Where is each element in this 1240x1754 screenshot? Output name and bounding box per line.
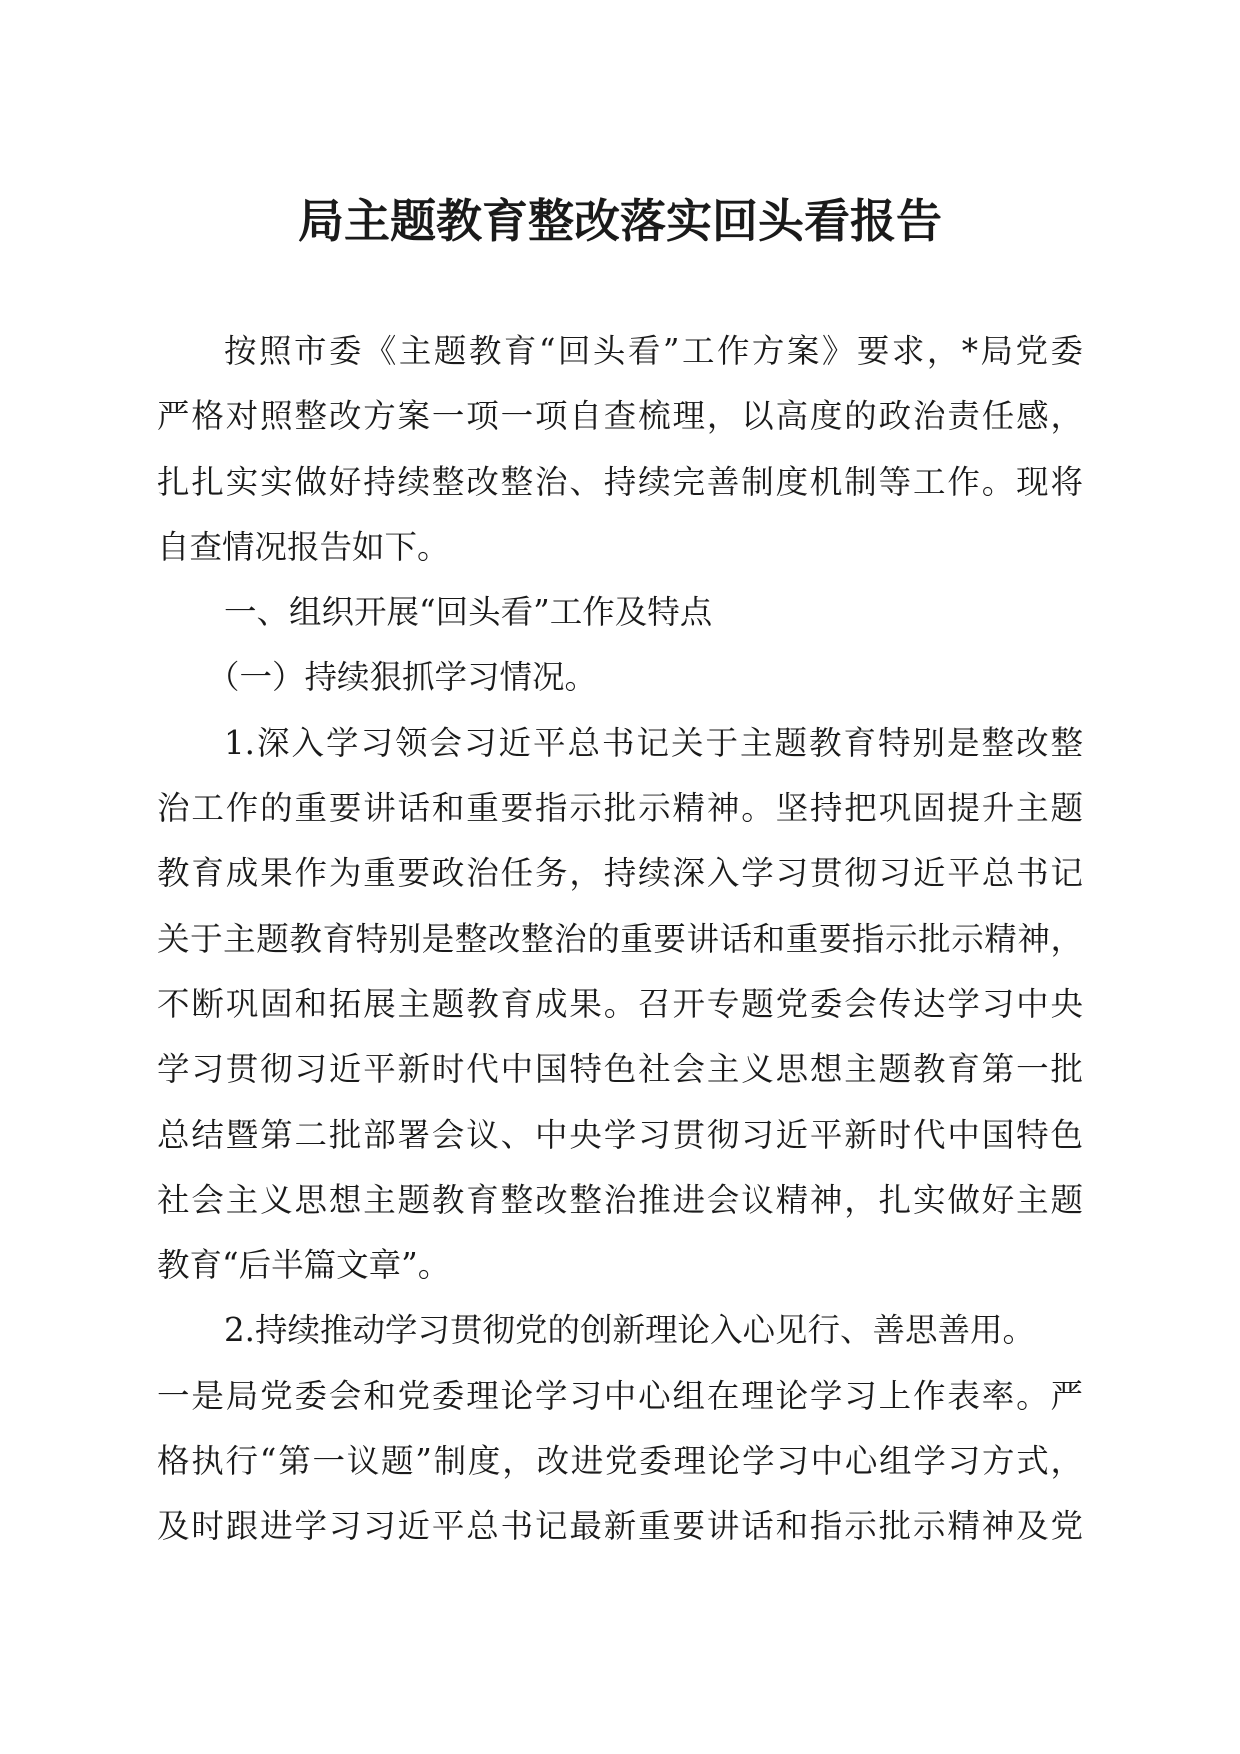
- paragraph-line: 按照市委《主题教育“回头看”工作方案》要求，*局党委: [224, 332, 1083, 370]
- section-heading: [157, 580, 1083, 645]
- paragraph-line: 治工作的重要讲话和重要指示批示精神。坚持把巩固提升主题: [157, 789, 1083, 828]
- paragraph-item-2: [157, 1298, 1083, 1559]
- paragraph-line: 总结暨第二批部署会议、中央学习贯彻习近平新时代中国特色: [157, 1115, 1083, 1154]
- paragraph-line: 一是局党委会和党委理论学习中心组在理论学习上作表率。严: [157, 1376, 1083, 1415]
- paragraph-line: 学习贯彻习近平新时代中国特色社会主义思想主题教育第一批: [157, 1050, 1083, 1089]
- paragraph-line: 格执行“第一议题”制度，改进党委理论学习中心组学习方式，: [157, 1442, 1083, 1481]
- subsection-heading: [157, 645, 1083, 710]
- paragraph-line: 2.持续推动学习贯彻党的创新理论入心见行、善思善用。: [224, 1311, 1036, 1350]
- document-body: [157, 319, 1083, 1560]
- paragraph-line: 教育成果作为重要政治任务，持续深入学习贯彻习近平总书记: [157, 854, 1083, 893]
- paragraph-line: 扎扎实实做好持续整改整治、持续完善制度机制等工作。现将: [157, 462, 1083, 501]
- paragraph-line: 严格对照整改方案一项一项自查梳理，以高度的政治责任感，: [157, 397, 1083, 436]
- paragraph-item-1: [157, 711, 1083, 1299]
- paragraph-intro: [157, 319, 1083, 580]
- paragraph-line: 教育“后半篇文章”。: [157, 1246, 451, 1285]
- paragraph-line: 社会主义思想主题教育整改整治推进会议精神，扎实做好主题: [157, 1180, 1083, 1219]
- paragraph-line: 自查情况报告如下。: [157, 527, 450, 566]
- paragraph-line: 不断巩固和拓展主题教育成果。召开专题党委会传达学习中央: [157, 984, 1083, 1023]
- paragraph-line: 关于主题教育特别是整改整治的重要讲话和重要指示批示精神，: [157, 919, 1083, 958]
- document-title: 局主题教育整改落实回头看报告: [298, 194, 942, 248]
- subsection-heading-text: （一）持续狠抓学习情况。: [207, 658, 598, 697]
- paragraph-line: 及时跟进学习习近平总书记最新重要讲话和指示批示精神及党: [157, 1507, 1083, 1546]
- section-heading-text: 一、组织开展“回头看”工作及特点: [224, 593, 713, 632]
- paragraph-line: 1.深入学习领会习近平总书记关于主题教育特别是整改整: [224, 723, 1083, 762]
